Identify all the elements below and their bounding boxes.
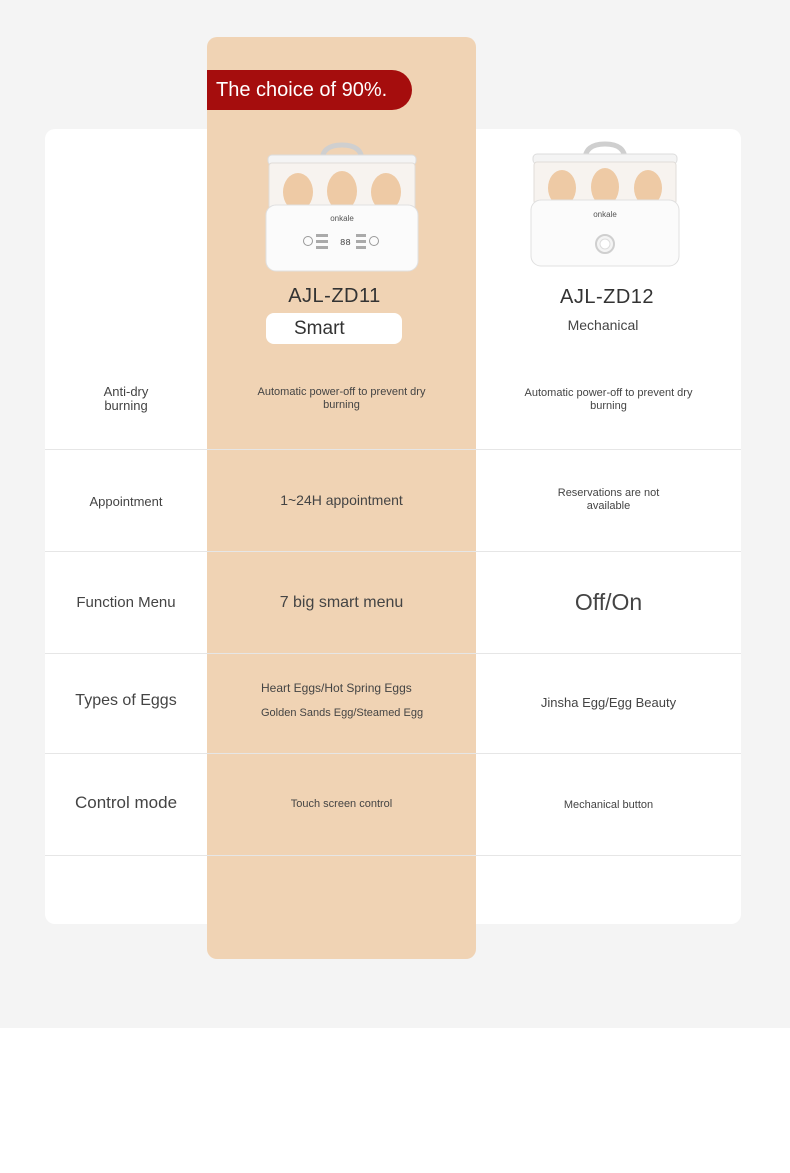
zd12-egg-types-value: Jinsha Egg/Egg Beauty	[540, 694, 677, 710]
brand-logo-text: onkale	[593, 210, 617, 219]
row-label-function-menu: Function Menu	[76, 593, 176, 611]
zd12-anti-dry-value: Automatic power-off to prevent dry burning	[524, 387, 693, 412]
product-model-zd11: AJL-ZD11	[288, 285, 381, 307]
choice-badge: The choice of 90%.	[207, 70, 412, 110]
zd11-egg-types-list	[261, 681, 431, 719]
row-divider	[45, 551, 741, 552]
product-model-zd12: AJL-ZD12	[559, 286, 655, 308]
zd11-egg-types-line-1: Heart Eggs/Hot Spring Eggs	[261, 681, 412, 695]
zd12-control-mode-value: Mechanical button	[563, 798, 654, 811]
zd11-function-menu-value: 7 big smart menu	[279, 594, 404, 611]
zd11-egg-types-line-2: Golden Sands Egg/Steamed Egg	[261, 707, 424, 719]
row-label-control-mode: Control mode	[74, 793, 178, 812]
brand-logo-text: onkale	[330, 214, 354, 223]
row-label-anti-dry: Anti-dry burning	[103, 384, 149, 413]
row-divider	[45, 855, 741, 856]
zd12-appointment-value: Reservations are not available	[557, 487, 660, 512]
product-type-mechanical: Mechanical	[567, 317, 639, 333]
row-divider	[45, 449, 741, 450]
zd11-control-mode-value: Touch screen control	[290, 797, 393, 810]
row-label-appointment: Appointment	[89, 493, 163, 509]
egg-cooker-mechanical-icon	[527, 140, 683, 270]
row-divider	[45, 753, 741, 754]
digital-display: 88	[340, 238, 351, 248]
zd11-appointment-value: 1~24H appointment	[280, 492, 403, 508]
row-label-types-of-eggs: Types of Eggs	[75, 692, 177, 709]
egg-cooker-smart-icon	[262, 141, 422, 275]
row-divider	[45, 653, 741, 654]
product-type-smart: Smart	[266, 313, 402, 344]
zd12-function-menu-value: Off/On	[574, 588, 643, 615]
zd11-anti-dry-value: Automatic power-off to prevent dry burning	[257, 386, 426, 411]
